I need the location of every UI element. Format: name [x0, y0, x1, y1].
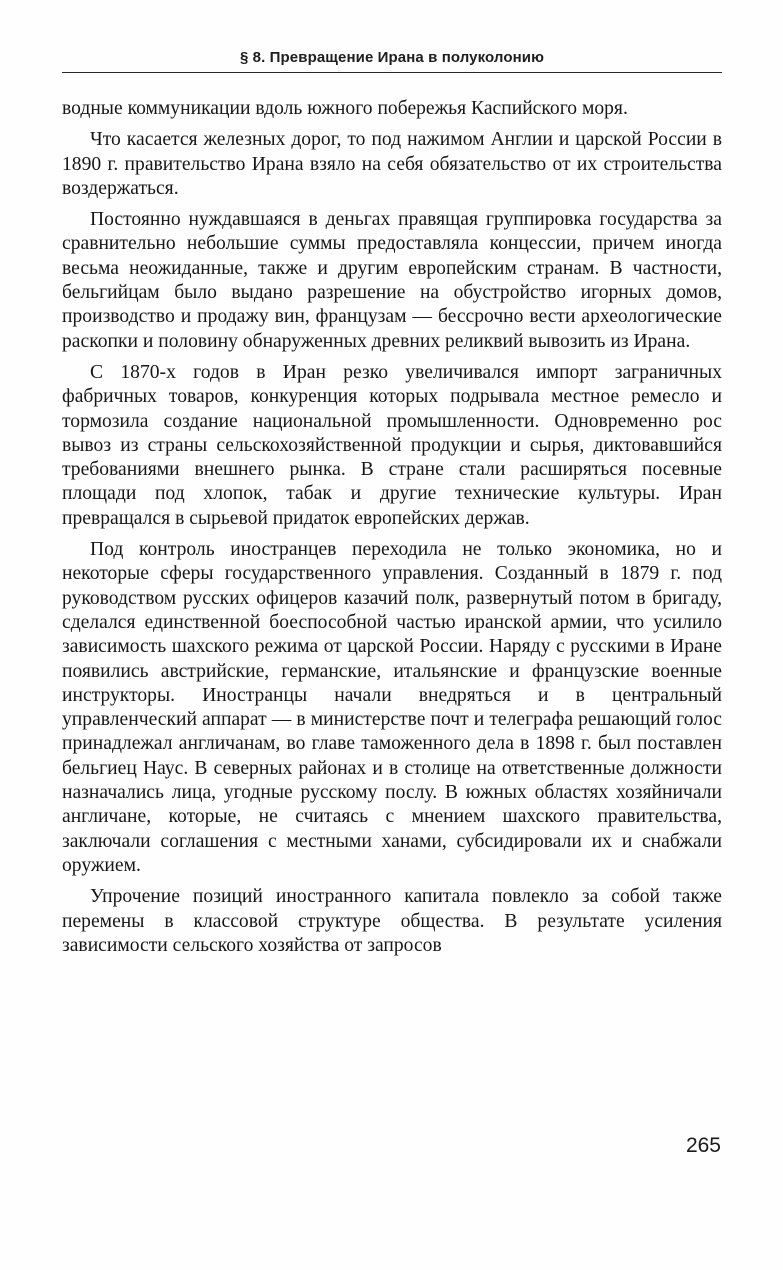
body-text — [62, 97, 722, 958]
paragraph-continuation: водные коммуникации вдоль южного побережья Каспийского моря. — [62, 98, 628, 119]
paragraph-foreign-control: Под контроль иностранцев переходила не только экономика, но и некоторые сферы государственного управления. Созданный в 1879 г. под руководством русских офицеров казачий полк, развернутый потом в бригаду, сделался единственной боеспособной частью иранской армии, что усилило зависимость шахского режима от царской России. Наряду с русскими в Иране появились австрийские, германские, итальянские и французские военные инструкторы. Иностранцы начали внедряться и в центральный управленческий аппарат — в министерстве почт и телеграфа решающий голос принадлежал англичанам, во главе таможенного дела в 1898 г. был поставлен бельгиец Наус. В северных районах и в столице на ответственные должности назначались лица, угодные русскому послу. В южных областях хозяйничали англичане, которые, не считаясь с мнением шахского правительства, заключали соглашения с местными ханами, субсидировали их и снабжали оружием. — [62, 539, 722, 876]
paragraph-imports: С 1870-х годов в Иран резко увеличивался импорт заграничных фабричных товаров, конкуренция которых подрывала местное ремесло и тормозила создание национальной промышленности. Одновременно рос вывоз из страны сельскохозяйственной продукции и сырья, диктовавшийся требованиями внешнего рынка. В стране стали расширяться посевные площади под хлопок, табак и другие технические культуры. Иран превращался в сырьевой придаток европейских держав. — [62, 361, 722, 529]
paragraph-class-structure: Упрочение позиций иностранного капитала повлекло за собой также перемены в классовой структуре общества. В результате усиления зависимости сельского хозяйства от запросов — [62, 886, 722, 956]
paragraph-railways: Что касается железных дорог, то под нажимом Англии и царской России в 1890 г. правительство Ирана взяло на себя обязательство от их строительства воздержаться. — [62, 129, 722, 199]
header-rule — [62, 72, 722, 73]
running-header-title: § 8. Превращение Ирана в полуколонию — [239, 49, 545, 66]
page-number: 265 — [685, 1134, 721, 1157]
paragraph-concessions: Постоянно нуждавшаяся в деньгах правящая группировка государства за сравнительно небольшие суммы предоставляла концессии, причем иногда весьма неожиданные, также и другим европейским странам. В частности, бельгийцам было выдано разрешение на обустройство игорных домов, производство и продажу вин, французам — бессрочно вести археологические раскопки и половину обнаруженных древних реликвий вывозить из Ирана. — [62, 209, 722, 352]
